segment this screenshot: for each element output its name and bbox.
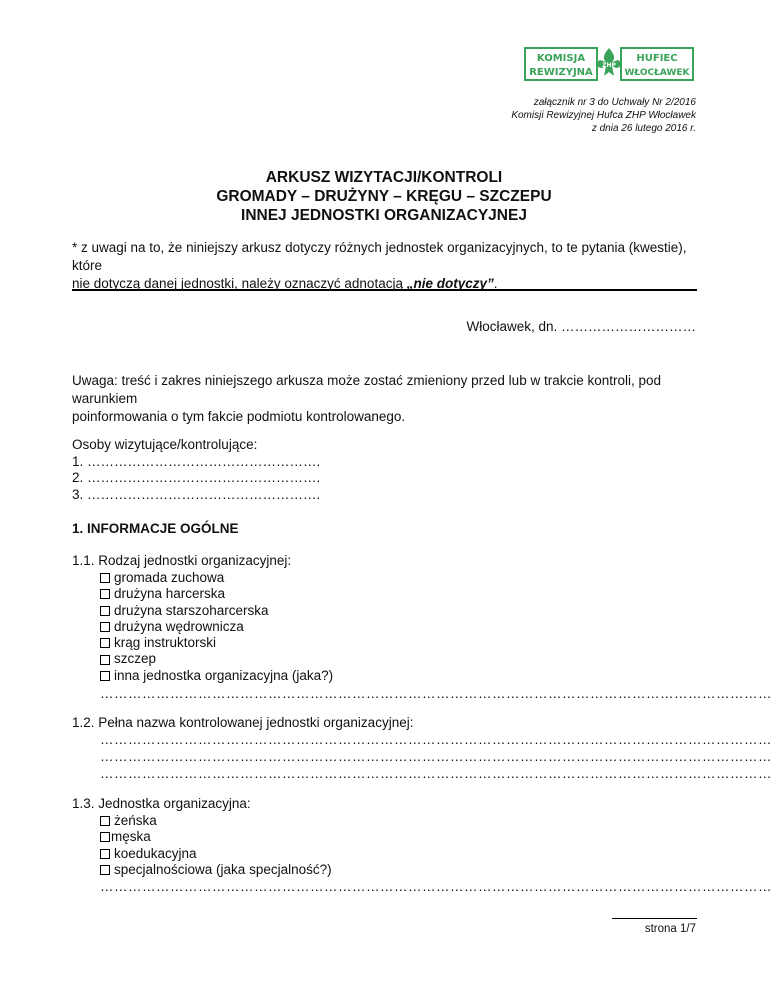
checkbox[interactable] — [100, 865, 110, 875]
option-row[interactable]: drużyna wędrownicza — [100, 619, 333, 635]
option-row[interactable]: koedukacyjna — [100, 846, 332, 862]
checkbox[interactable] — [100, 849, 110, 859]
komisja-rewizyjna-logo-icon — [524, 46, 694, 82]
checkbox[interactable] — [100, 816, 110, 826]
instruction-note: * z uwagi na to, że niniejszy arkusz dotyczy różnych jednostek organizacyjnych, to te pytania (kwestie), które nie dotyczą danej jednostki, należy oznaczyć adnotacją „nie dotyczy”. — [72, 240, 687, 291]
option-row[interactable]: inna jednostka organizacyjna (jaka?) — [100, 668, 333, 684]
answer-line[interactable]: ……………………………………………………………………………………………………………………………… — [100, 732, 772, 747]
logo-right-bottom: WŁOCŁAWEK — [624, 68, 690, 78]
logo — [524, 46, 694, 82]
checkbox[interactable] — [100, 638, 110, 648]
question-1-3: 1.3. Jednostka organizacyjna: — [72, 796, 251, 811]
inspectors-list: Osoby wizytujące/kontrolujące: 1. ……………………………………………. 2. ……………………………………………. 3. ……………………………………………. — [72, 437, 321, 502]
option-row[interactable]: szczep — [100, 651, 333, 667]
logo-right-top: HUFIEC — [636, 53, 678, 64]
answer-line[interactable]: ……………………………………………………………………………………………………………………………… — [100, 766, 772, 781]
section-heading: 1. INFORMACJE OGÓLNE — [72, 521, 239, 536]
checkbox[interactable] — [100, 622, 110, 632]
checkbox[interactable] — [100, 606, 110, 616]
option-row[interactable]: żeńska — [100, 813, 332, 829]
footer-divider — [612, 918, 697, 919]
option-row[interactable]: specjalnościowa (jaka specjalność?) — [100, 862, 332, 878]
divider — [72, 289, 697, 291]
option-row[interactable]: drużyna starszoharcerska — [100, 603, 333, 619]
unit-gender-options — [100, 813, 332, 878]
checkbox[interactable] — [100, 589, 110, 599]
question-1-2: 1.2. Pełna nazwa kontrolowanej jednostki organizacyjnej: — [72, 715, 414, 730]
remark: Uwaga: treść i zakres niniejszego arkusza może zostać zmieniony przed lub w trakcie kontroli, pod warunkiem poinformowania o tym fakcie podmiotu kontrolowanego. — [72, 373, 662, 424]
answer-line[interactable]: ……………………………………………………………………………………………………………………………… — [100, 749, 772, 764]
unit-type-options — [100, 570, 333, 684]
option-row[interactable]: męska — [100, 829, 332, 845]
checkbox[interactable] — [100, 671, 110, 681]
attachment-note: załącznik nr 3 do Uchwały Nr 2/2016 Komisji Rewizyjnej Hufca ZHP Włocławek z dnia 26 lutego 2016 r. — [511, 97, 696, 134]
logo-left-bottom: REWIZYJNA — [529, 67, 593, 78]
question-1-1: 1.1. Rodzaj jednostki organizacyjnej: — [72, 553, 292, 568]
option-row[interactable]: drużyna harcerska — [100, 586, 333, 602]
document-title: ARKUSZ WIZYTACJI/KONTROLI GROMADY – DRUŻYNY – KRĘGU – SZCZEPU INNEJ JEDNOSTKI ORGANIZACYJNEJ — [216, 169, 552, 224]
logo-left-top: KOMISJA — [536, 53, 586, 64]
checkbox[interactable] — [100, 573, 110, 583]
option-row[interactable]: krąg instruktorski — [100, 635, 333, 651]
answer-line[interactable]: ……………………………………………………………………………………………………………………………… — [100, 879, 772, 894]
checkbox[interactable] — [100, 832, 110, 842]
option-row[interactable]: gromada zuchowa — [100, 570, 333, 586]
page-number: strona 1/7 — [644, 923, 696, 935]
place-date: Włocławek, dn. ………………………… — [466, 319, 696, 334]
logo-center: ZHP — [602, 62, 616, 69]
answer-line[interactable]: ……………………………………………………………………………………………………………………………… — [100, 686, 772, 701]
checkbox[interactable] — [100, 655, 110, 665]
